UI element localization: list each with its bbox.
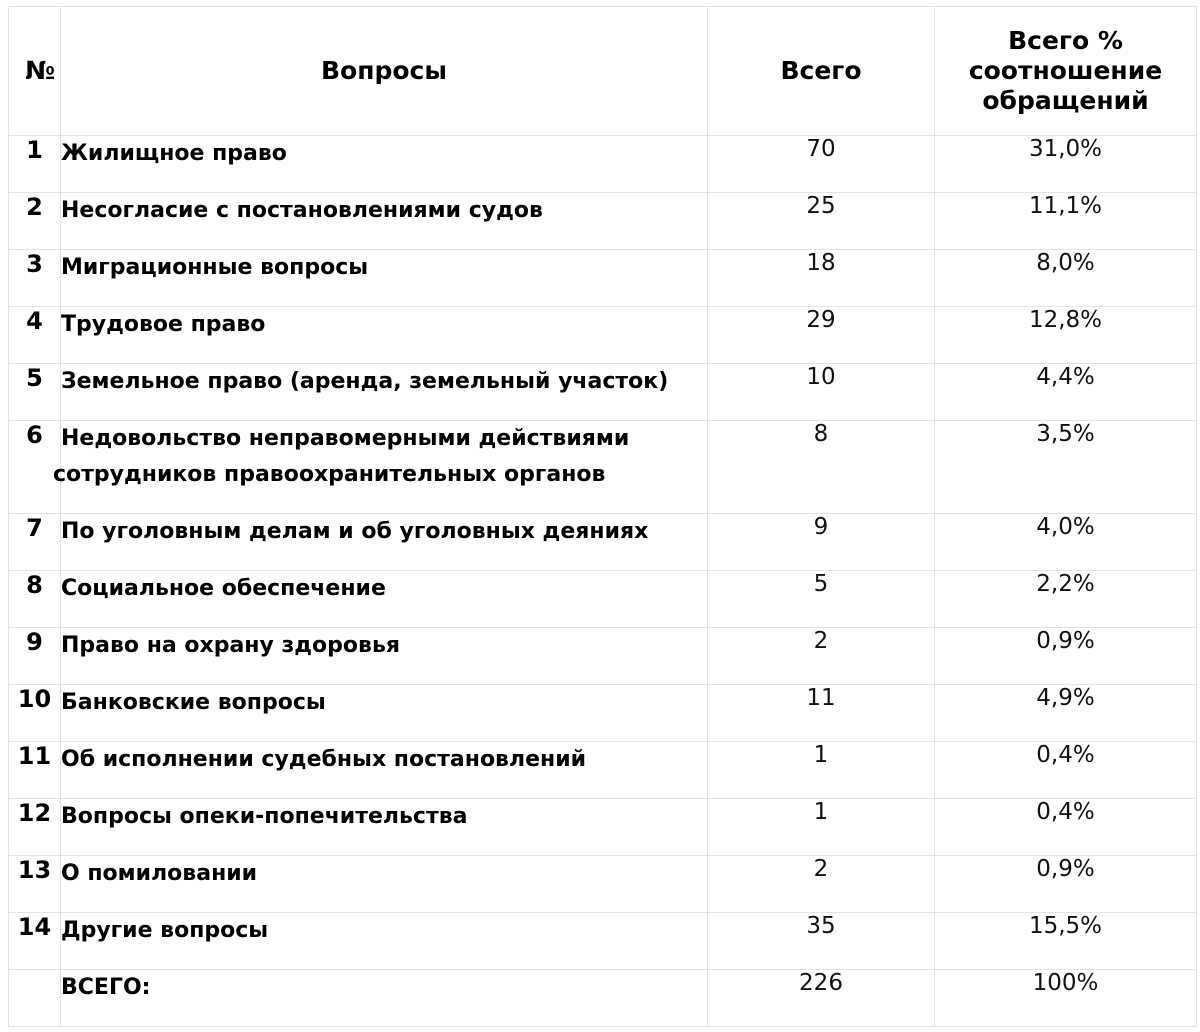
table-row	[9, 193, 1197, 250]
row-total: 18	[708, 250, 935, 307]
row-percent: 4,0%	[935, 514, 1197, 571]
row-total: 1	[708, 799, 935, 856]
header-num: №	[9, 7, 61, 136]
appeals-table	[8, 6, 1197, 1027]
table-row	[9, 250, 1197, 307]
table-row	[9, 856, 1197, 913]
row-num: 1	[9, 136, 61, 193]
row-percent: 0,9%	[935, 856, 1197, 913]
table-row	[9, 307, 1197, 364]
table-row	[9, 685, 1197, 742]
row-percent: 2,2%	[935, 571, 1197, 628]
header-percent-line-1: Всего %	[1008, 26, 1123, 55]
row-question-line-2: сотрудников правоохранительных органов	[53, 462, 606, 487]
total-percent: 100%	[935, 970, 1197, 1027]
row-total: 29	[708, 307, 935, 364]
row-percent: 0,4%	[935, 742, 1197, 799]
table-row	[9, 913, 1197, 970]
row-num: 12	[9, 799, 61, 856]
row-num: 5	[9, 364, 61, 421]
table-header-row	[9, 7, 1197, 136]
table-row	[9, 799, 1197, 856]
header-percent	[935, 7, 1197, 136]
row-question: Право на охрану здоровья	[61, 628, 708, 685]
row-question: Вопросы опеки-попечительства	[61, 799, 708, 856]
row-question: По уголовным делам и об уголовных деяниях	[61, 514, 708, 571]
row-question: Социальное обеспечение	[61, 571, 708, 628]
row-question: Трудовое право	[61, 307, 708, 364]
row-question: Об исполнении судебных постановлений	[61, 742, 708, 799]
row-num: 13	[9, 856, 61, 913]
row-num: 10	[9, 685, 61, 742]
table-row	[9, 421, 1197, 514]
header-total: Всего	[708, 7, 935, 136]
row-num: 4	[9, 307, 61, 364]
row-question: Миграционные вопросы	[61, 250, 708, 307]
row-percent: 31,0%	[935, 136, 1197, 193]
row-total: 25	[708, 193, 935, 250]
row-num: 3	[9, 250, 61, 307]
table-row	[9, 514, 1197, 571]
row-percent: 0,9%	[935, 628, 1197, 685]
row-total: 2	[708, 628, 935, 685]
row-num: 14	[9, 913, 61, 970]
header-percent-line-2: соотношение	[968, 56, 1163, 85]
table-row	[9, 628, 1197, 685]
row-total: 9	[708, 514, 935, 571]
total-label: ВСЕГО:	[61, 970, 708, 1027]
row-num: 7	[9, 514, 61, 571]
row-question: Несогласие с постановлениями судов	[61, 193, 708, 250]
row-num: 11	[9, 742, 61, 799]
total-row	[9, 970, 1197, 1027]
total-num	[9, 970, 61, 1027]
row-question: Другие вопросы	[61, 913, 708, 970]
row-total: 5	[708, 571, 935, 628]
row-num: 9	[9, 628, 61, 685]
row-num: 2	[9, 193, 61, 250]
row-num: 6	[9, 421, 61, 514]
table-row	[9, 136, 1197, 193]
row-percent: 4,9%	[935, 685, 1197, 742]
row-percent: 8,0%	[935, 250, 1197, 307]
row-question: Банковские вопросы	[61, 685, 708, 742]
total-count: 226	[708, 970, 935, 1027]
row-question-line-1: Недовольство неправомерными действиями	[61, 426, 630, 451]
header-question: Вопросы	[61, 7, 708, 136]
table-row	[9, 571, 1197, 628]
row-percent: 12,8%	[935, 307, 1197, 364]
row-num: 8	[9, 571, 61, 628]
row-question	[53, 421, 708, 514]
row-total: 70	[708, 136, 935, 193]
row-question: О помиловании	[61, 856, 708, 913]
row-total: 2	[708, 856, 935, 913]
row-total: 10	[708, 364, 935, 421]
row-percent: 15,5%	[935, 913, 1197, 970]
row-total: 1	[708, 742, 935, 799]
row-percent: 3,5%	[935, 421, 1197, 514]
row-percent: 4,4%	[935, 364, 1197, 421]
header-percent-line-3: обращений	[982, 86, 1149, 115]
table-row	[9, 742, 1197, 799]
row-question: Земельное право (аренда, земельный участок)	[61, 364, 708, 421]
row-total: 8	[708, 421, 935, 514]
row-question: Жилищное право	[61, 136, 708, 193]
row-percent: 11,1%	[935, 193, 1197, 250]
row-percent: 0,4%	[935, 799, 1197, 856]
row-total: 35	[708, 913, 935, 970]
row-total: 11	[708, 685, 935, 742]
table-row	[9, 364, 1197, 421]
